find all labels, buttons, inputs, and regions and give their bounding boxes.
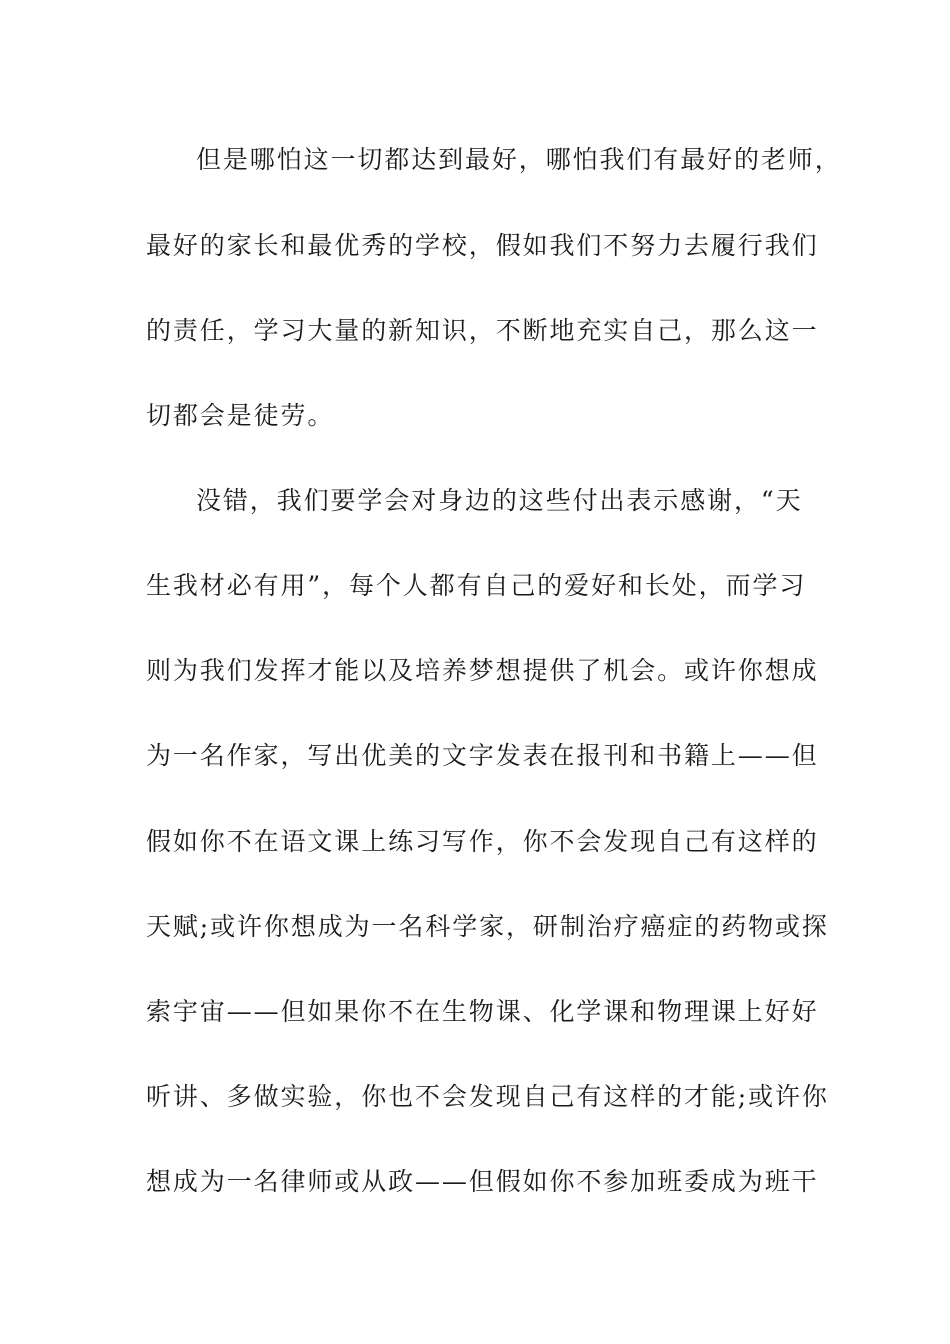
text-line: 但是哪怕这一切都达到最好，哪怕我们有最好的老师， [196, 145, 842, 174]
text-line: 则为我们发挥才能以及培养梦想提供了机会。或许你想成 [146, 656, 819, 685]
text-line: 的责任，学习大量的新知识，不断地充实自己，那么这一 [146, 316, 819, 345]
text-line: 假如你不在语文课上练习写作，你不会发现自己有这样的 [146, 827, 819, 856]
text-line: 没错，我们要学会对身边的这些付出表示感谢，“天 [196, 486, 803, 515]
text-line: 为一名作家，写出优美的文字发表在报刊和书籍上——但 [146, 741, 819, 770]
text-line: 生我材必有用”，每个人都有自己的爱好和长处，而学习 [146, 571, 807, 600]
text-line: 最好的家长和最优秀的学校，假如我们不努力去履行我们 [146, 231, 819, 260]
text-line: 索宇宙——但如果你不在生物课、化学课和物理课上好好 [146, 997, 819, 1026]
text-line: 切都会是徒劳。 [146, 401, 335, 430]
text-line: 听讲、多做实验，你也不会发现自己有这样的才能;或许你 [146, 1082, 829, 1111]
text-line: 想成为一名律师或从政——但假如你不参加班委成为班干 [146, 1167, 819, 1196]
text-line: 天赋;或许你想成为一名科学家，研制治疗癌症的药物或探 [146, 912, 829, 941]
